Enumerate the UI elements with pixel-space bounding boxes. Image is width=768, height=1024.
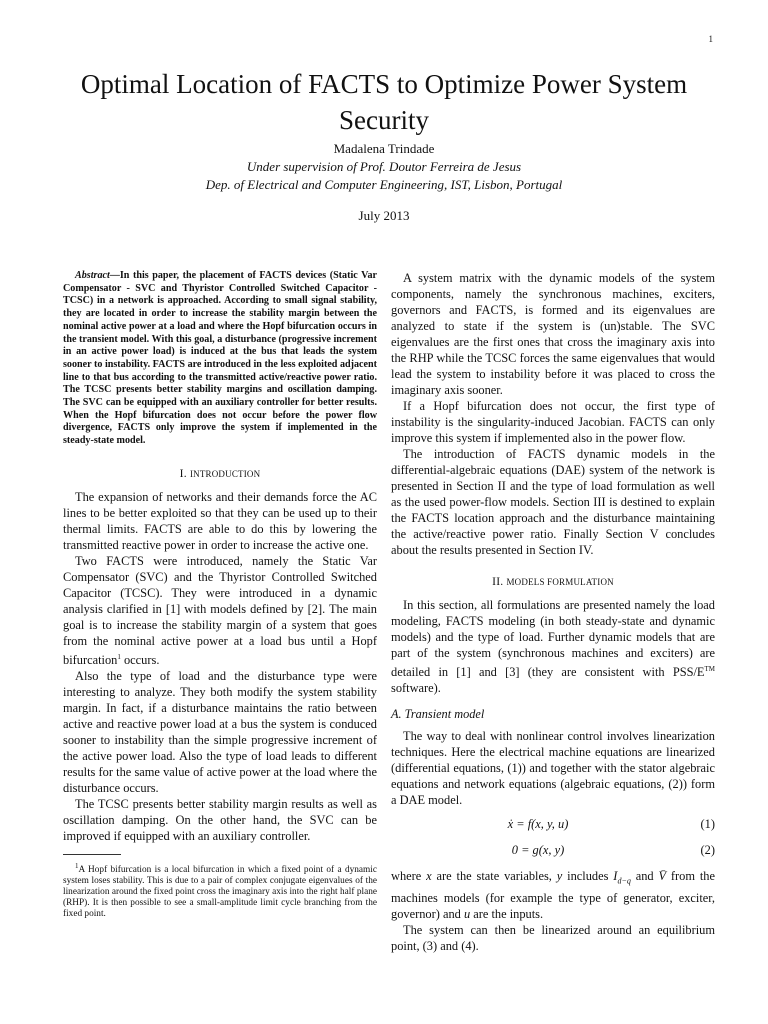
models-paragraph: The system can then be linearized around an equilibrium point, (3) and (4).: [391, 922, 715, 953]
date-line: July 2013: [358, 208, 410, 223]
intro-paragraph: A system matrix with the dynamic models of the system components, namely the synchronous machines, exciters, governors and FACTS, is formed and its eigenvalues are analyzed to state if the system is (un)stable. The SVC eigenvalues are the first ones that cross the imaginary axis into the RHP while the TCSC forces the same eigenvalues that would lead the system to instability before it was placed to cross the imaginary axis sooner.: [391, 271, 715, 397]
equation-1: ẋ = f(x, y, u) (1): [507, 817, 715, 832]
models-paragraph: where x are the state variables, y includes $I_{d-q}$ and V̄ from the machines models (for example the type of generator, exciter, governor) and u are the inputs.: [391, 869, 715, 921]
footnote-marker[interactable]: 1: [117, 652, 121, 661]
footnote-divider: [63, 854, 121, 855]
intro-paragraph: The TCSC presents better stability margin results as well as oscillation damping. On the other hand, the SVC can be improved if equipped with an auxiliary controller.: [63, 796, 377, 843]
abstract-label: Abstract: [75, 270, 110, 281]
affiliation-line: Dep. of Electrical and Computer Engineering, IST, Lisbon, Portugal: [205, 177, 563, 192]
footnote: $^1$A Hopf bifurcation is a local bifurcation in which a fixed point of a dynamic system loses stability. This is due to a pair of complex conjugate eigenvalues of the linearization around the fixed point cross the imaginary axis into the right half plane (RHP). It is then possible to see a small-amplitude limit cycle branching from the fixed point.: [63, 861, 377, 920]
section-heading-models: II. MODELS FORMULATION: [492, 575, 614, 588]
supervision-line: Under supervision of Prof. Doutor Ferreira de Jesus: [246, 159, 522, 174]
intro-paragraph: If a Hopf bifurcation does not occur, the first type of instability is the singularity-induced Jacobian. FACTS can only improve this system if implemented also in the power flow.: [391, 399, 715, 445]
abstract: [63, 270, 377, 448]
intro-paragraph: Two FACTS were introduced, namely the Static Var Compensator (SVC) and the Thyristor Controlled Switched Capacitor (TCSC). They were introduced in a dynamic analysis clarified in [1] with models defined by [2]. The main goal is to increase the stability margin of a system that goes from the nominal active power at a load bus until a Hopf bifurcation$^1$ occurs.: [63, 553, 377, 667]
left-column: [63, 270, 377, 920]
equation-2: 0 = g(x, y) (2): [511, 843, 715, 858]
paper-title: Optimal Location of FACTS to Optimize Power System Security: [80, 69, 688, 135]
intro-paragraph: The expansion of networks and their demands force the AC lines to be better exploited so that they can be used up to their thermal limits. FACTS are able to do this by lowering the transmitted reactive power in order to increase the active one.: [63, 489, 377, 552]
models-paragraph: In this section, all formulations are presented namely the load modeling, FACTS modeling (in both steady-state and dynamic models) and the type of load. Further dynamic models that are part of the system (synchronous machines and exciters) are detailed in [1] and [3] (they are consistent with PSS/E™ software).: [391, 598, 715, 696]
subsection-heading: A. Transient model: [391, 707, 485, 722]
right-column: [391, 270, 715, 954]
intro-paragraph: The introduction of FACTS dynamic models in the differential-algebraic equations (DAE) system of the network is presented in Section II and the type of load formulation as well as the used power-flow models. Section III is destined to explain the FACTS location approach and the disturbance maintaining the active/reactive power ratio. Finally Section V concludes about the results presented in Section IV.: [391, 447, 715, 557]
abstract-text: —In this paper, the placement of FACTS devices (Static Var Compensator - SVC and Thyristor Controlled Switched Capacitor - TCSC) in a network is approached. According to small signal stability, they are located in order to increase the stability margin between the nominal active power at a load and where the Hopf bifurcation occurs in the transient model. With this goal, a disturbance (progressive increment in an active power load) is induced at the bus that leads the system sooner to instability. FACTS are introduced in the less exploited adjacent line to that bus according to the transmitted active/reactive power ratio. The TCSC presents better stability margins and oscillation damping. The SVC can be equipped with an auxiliary controller for better results. When the Hopf bifurcation does not occur before the power flow divergence, FACTS only improve the system if implemented in the steady-state model.: [63, 270, 377, 447]
author-name: Madalena Trindade: [333, 141, 435, 156]
section-heading-introduction: I. INTRODUCTION: [179, 466, 261, 480]
page-number: 1: [708, 34, 713, 44]
models-paragraph: The way to deal with nonlinear control involves linearization techniques. Here the electrical machine equations are linearized (differential equations, (1)) and together with the stator algebraic equations and network equations (algebraic equations, (2)) form a DAE model.: [391, 729, 715, 808]
intro-paragraph: Also the type of load and the disturbance type were interesting to analyze. They both modify the system stability margin. In fact, if a disturbance maintains the ratio between active and reactive power load at a bus the system is conduced sooner to instability than the simple progressive increment of the active power load. Also the type of load leads to different results for the same value of active power at the load where the disturbance occurs.: [63, 668, 377, 795]
